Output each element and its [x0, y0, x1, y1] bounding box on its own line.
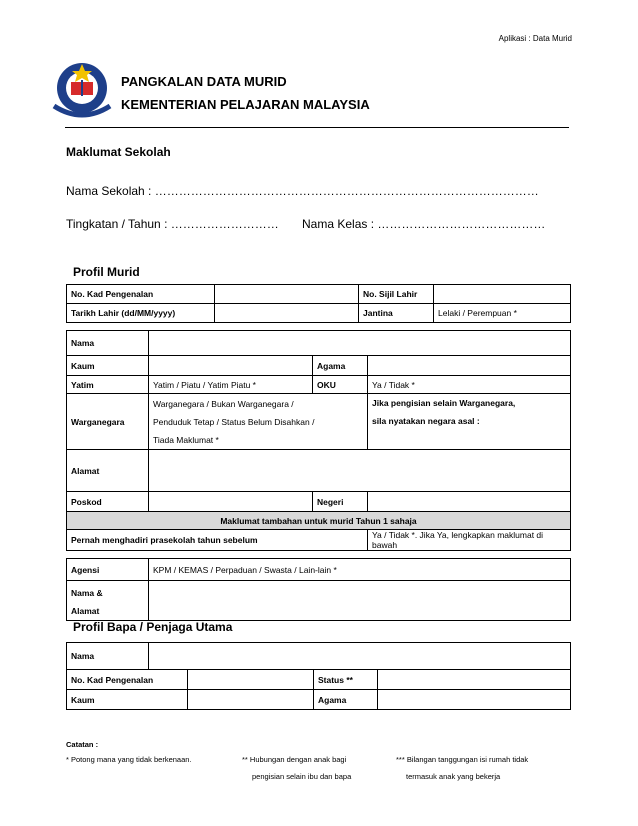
- kad-pengenalan-input[interactable]: [215, 285, 359, 304]
- warganegara-line-1: Warganegara / Bukan Warganegara /: [153, 398, 294, 409]
- oku-value[interactable]: Ya / Tidak *: [368, 376, 571, 394]
- bapa-status-input[interactable]: [378, 670, 571, 690]
- negeri-input[interactable]: [368, 492, 571, 512]
- warganegara-options[interactable]: [149, 394, 368, 450]
- app-tag: Aplikasi : Data Murid: [498, 34, 572, 43]
- poskod-input[interactable]: [149, 492, 313, 512]
- header-rule: [65, 127, 569, 128]
- jantina-label: Jantina: [359, 304, 434, 323]
- bapa-nama-label: Nama: [67, 643, 149, 670]
- negara-asal-line-2: sila nyatakan negara asal :: [372, 416, 480, 426]
- section-heading-bapa: Profil Bapa / Penjaga Utama: [73, 620, 233, 634]
- jantina-value[interactable]: Lelaki / Perempuan *: [434, 304, 571, 323]
- tingkatan-field[interactable]: Tingkatan / Tahun : ………………………: [66, 217, 279, 231]
- poskod-label: Poskod: [67, 492, 149, 512]
- oku-label: OKU: [313, 376, 368, 394]
- catatan-note-2-line-1: ** Hubungan dengan anak bagi: [242, 755, 347, 764]
- warganegara-line-3: Tiada Maklumat *: [153, 434, 219, 445]
- bapa-kad-label: No. Kad Pengenalan: [67, 670, 188, 690]
- nama-input[interactable]: [149, 331, 571, 356]
- tarikh-lahir-label: Tarikh Lahir (dd/MM/yyyy): [67, 304, 215, 323]
- murid-table-2: [66, 330, 571, 551]
- bapa-agama-label: Agama: [314, 690, 378, 710]
- kad-pengenalan-label: No. Kad Pengenalan: [67, 285, 215, 304]
- prasekolah-label: Pernah menghadiri prasekolah tahun sebelum: [67, 530, 368, 551]
- bapa-table-2: [66, 669, 571, 710]
- bapa-kad-input[interactable]: [188, 670, 314, 690]
- negeri-label: Negeri: [313, 492, 368, 512]
- nama-alamat-line-2: Alamat: [71, 606, 100, 616]
- prasekolah-value[interactable]: Ya / Tidak *. Jika Ya, lengkapkan maklumat di bawah: [368, 530, 571, 551]
- nama-alamat-input[interactable]: [149, 581, 571, 621]
- bapa-kaum-label: Kaum: [67, 690, 188, 710]
- yatim-value[interactable]: Yatim / Piatu / Yatim Piatu *: [149, 376, 313, 394]
- nama-kelas-field[interactable]: Nama Kelas : ……………………………………: [302, 217, 546, 231]
- bapa-nama-input[interactable]: [149, 643, 571, 670]
- catatan-note-3-line-2: termasuk anak yang bekerja: [406, 772, 501, 781]
- kaum-input[interactable]: [149, 356, 313, 376]
- bapa-kaum-input[interactable]: [188, 690, 314, 710]
- tarikh-lahir-input[interactable]: [215, 304, 359, 323]
- header-title-1: PANGKALAN DATA MURID: [121, 74, 287, 89]
- negara-asal-line-1: Jika pengisian selain Warganegara,: [372, 398, 516, 408]
- warganegara-line-2: Penduduk Tetap / Status Belum Disahkan /: [153, 416, 315, 427]
- murid-table-3: [66, 558, 571, 621]
- catatan-heading: Catatan :: [66, 740, 99, 749]
- negara-asal-note[interactable]: [368, 394, 571, 450]
- sijil-lahir-label: No. Sijil Lahir: [359, 285, 434, 304]
- nama-alamat-line-1: Nama &: [71, 588, 103, 598]
- section-heading-murid: Profil Murid: [73, 265, 140, 279]
- agama-input[interactable]: [368, 356, 571, 376]
- agensi-value[interactable]: KPM / KEMAS / Perpaduan / Swasta / Lain-lain *: [149, 559, 571, 581]
- tambahan-banner: Maklumat tambahan untuk murid Tahun 1 sahaja: [67, 512, 571, 530]
- alamat-input[interactable]: [149, 450, 571, 492]
- section-heading-sekolah: Maklumat Sekolah: [66, 145, 171, 159]
- catatan-note-3-line-1: *** Bilangan tanggungan isi rumah tidak: [396, 755, 529, 764]
- warganegara-label: Warganegara: [67, 394, 149, 450]
- bapa-table-1: [66, 642, 571, 670]
- bapa-status-label: Status **: [314, 670, 378, 690]
- catatan-note-2-line-2: pengisian selain ibu dan bapa: [252, 772, 352, 781]
- agensi-label: Agensi: [67, 559, 149, 581]
- catatan-note-1: * Potong mana yang tidak berkenaan.: [66, 755, 192, 764]
- agama-label: Agama: [313, 356, 368, 376]
- nama-label: Nama: [67, 331, 149, 356]
- nama-alamat-label: [67, 581, 149, 621]
- murid-table-1: [66, 284, 571, 323]
- yatim-label: Yatim: [67, 376, 149, 394]
- ministry-logo: [46, 58, 118, 126]
- kaum-label: Kaum: [67, 356, 149, 376]
- nama-sekolah-field[interactable]: Nama Sekolah : ……………………………………………………………………………………: [66, 184, 539, 198]
- alamat-label: Alamat: [67, 450, 149, 492]
- sijil-lahir-input[interactable]: [434, 285, 571, 304]
- header-title-2: KEMENTERIAN PELAJARAN MALAYSIA: [121, 97, 370, 112]
- bapa-agama-input[interactable]: [378, 690, 571, 710]
